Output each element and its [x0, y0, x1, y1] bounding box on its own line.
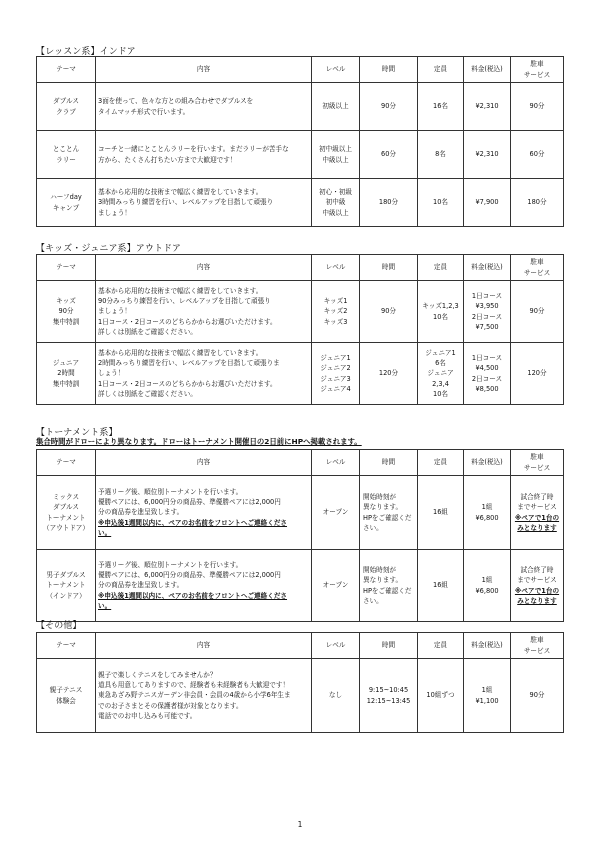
- cell-line: 電話でのお申し込みも可能です。: [98, 711, 197, 720]
- cell-line: 2時間みっちり練習を行い、レベルアップを目指して頑張りま: [98, 359, 280, 368]
- header-parking: [511, 255, 564, 281]
- cell-line: 東急あざみ野テニスガーデン非会員・会員の4歳から小学6年生ま: [98, 691, 291, 700]
- table-row: [37, 131, 564, 179]
- cell-level: [312, 281, 360, 343]
- cell-line: 2日コース: [471, 374, 503, 383]
- header-label: テーマ: [56, 458, 76, 467]
- cell-theme: [37, 659, 96, 733]
- cell-line: 180分: [527, 198, 547, 207]
- cell-line: 初心・初級: [319, 188, 352, 197]
- header-label: 内容: [196, 641, 211, 650]
- cell-theme: [37, 476, 96, 550]
- header-label: 定員: [433, 641, 448, 650]
- cell-line: （インドア）: [46, 591, 86, 600]
- header-label: サービス: [523, 268, 551, 277]
- header-label: 駐車: [530, 60, 544, 69]
- header-label: 定員: [433, 65, 448, 74]
- header-level: [312, 255, 360, 281]
- cell-line: キャンプ: [52, 203, 80, 212]
- header-label: レベル: [325, 263, 346, 272]
- cell-line: ¥3,950: [475, 302, 499, 311]
- cell-line: HPをご確認くだ: [363, 586, 412, 595]
- header-time: [360, 633, 418, 659]
- cell-theme: [37, 550, 96, 622]
- cell-line: ¥7,900: [475, 198, 499, 207]
- cell-line: 異なります。: [363, 503, 403, 512]
- cell-line: 優勝ペアには、6,000円分の商品券、準優勝ペアには2,000円: [98, 498, 281, 507]
- header-label: 時間: [381, 641, 396, 650]
- table-row: [37, 550, 564, 622]
- cell-capacity: [418, 476, 464, 550]
- cell-line: 2日コース: [471, 312, 503, 321]
- tournament-notice: 集合時間がドローにより異なります。ドローはトーナメント開催日の2日前にHPへ掲載されます。: [36, 437, 362, 446]
- cell-fee: [464, 550, 511, 622]
- cell-content: [96, 476, 312, 550]
- cell-line: 初級以上: [322, 102, 349, 111]
- cell-line: 集中特訓: [52, 317, 80, 326]
- cell-line: 基本から応用的な技術まで幅広く練習をしていきます。: [98, 286, 263, 295]
- header-content: [96, 633, 312, 659]
- header-label: 内容: [196, 458, 211, 467]
- cell-level: [312, 550, 360, 622]
- cell-line: 1日コース: [471, 292, 503, 301]
- cell-line: 60分: [529, 150, 545, 159]
- section-title-other: 【その他】: [36, 621, 82, 631]
- cell-line: ※ペアで1台の: [514, 586, 560, 595]
- header-label: サービス: [523, 463, 551, 472]
- header-content: [96, 57, 312, 83]
- cell-line: 1日コース・2日コースのどちらかからお選びいただけます。: [98, 379, 277, 388]
- cell-level: [312, 659, 360, 733]
- cell-line: 90分みっちり練習を行い、レベルアップを目指して頑張り: [98, 297, 271, 306]
- cell-time: [360, 131, 418, 179]
- cell-line: 8名: [435, 150, 446, 159]
- cell-line: ジュニア2: [320, 364, 351, 373]
- cell-fee: [464, 476, 511, 550]
- cell-line: 10名: [433, 198, 448, 207]
- header-parking: [511, 57, 564, 83]
- header-label: 駐車: [530, 258, 544, 267]
- cell-line: HPをご確認くだ: [363, 513, 412, 522]
- header-label: テーマ: [56, 65, 76, 74]
- cell-line: ※申込後1週間以内に、ペアのお名前をフロントへご連絡くださ: [98, 518, 288, 527]
- cell-line: までサービス: [517, 576, 557, 585]
- cell-line: ¥6,800: [475, 513, 499, 522]
- header-label: 定員: [433, 458, 448, 467]
- cell-line: ※ペアで1台の: [514, 513, 560, 522]
- cell-line: 180分: [378, 198, 399, 207]
- cell-line: ジュニア: [427, 369, 454, 378]
- header-fee: [464, 57, 511, 83]
- header-level: [312, 450, 360, 476]
- cell-line: 親子で楽しくテニスをしてみませんか？: [98, 670, 217, 679]
- cell-level: [312, 83, 360, 131]
- cell-line: キッズ2: [323, 307, 348, 316]
- cell-capacity: [418, 131, 464, 179]
- cell-parking: [511, 83, 564, 131]
- cell-line: 90分: [529, 307, 545, 316]
- cell-line: なし: [328, 691, 343, 700]
- header-parking: [511, 633, 564, 659]
- cell-line: キッズ3: [323, 317, 348, 326]
- cell-parking: [511, 343, 564, 405]
- cell-line: オープン: [322, 508, 349, 517]
- cell-line: ※申込後1週間以内に、ペアのお名前をフロントへご連絡くださ: [98, 591, 288, 600]
- cell-line: 16組: [433, 508, 448, 517]
- cell-level: [312, 131, 360, 179]
- cell-line: キッズ1,2,3: [422, 302, 459, 311]
- header-label: 料金(税込): [471, 65, 503, 74]
- cell-line: コーチと一緒にとことんラリーを行います。まだラリーが苦手な: [98, 145, 289, 154]
- cell-line: ラリー: [56, 155, 76, 164]
- cell-line: 90分: [529, 102, 545, 111]
- cell-line: トーナメント: [46, 581, 86, 590]
- cell-line: とことん: [52, 145, 80, 154]
- header-label: 駐車: [530, 453, 544, 462]
- cell-parking: [511, 476, 564, 550]
- header-label: 時間: [381, 65, 396, 74]
- cell-line: 中級以上: [322, 155, 349, 164]
- cell-line: ミックス: [52, 493, 80, 502]
- cell-line: ダブルス: [53, 503, 79, 512]
- cell-line: 基本から応用的な技術まで幅広く練習をしていきます。: [98, 188, 263, 197]
- header-label: 内容: [196, 65, 211, 74]
- header-level: [312, 57, 360, 83]
- cell-line: 12:15~13:45: [366, 696, 411, 705]
- cell-line: 予選リーグ後、順位別トーナメントを行います。: [98, 487, 243, 496]
- cell-level: [312, 476, 360, 550]
- cell-line: みとなります: [517, 596, 557, 605]
- cell-capacity: [418, 343, 464, 405]
- header-capacity: [418, 450, 464, 476]
- cell-time: [360, 343, 418, 405]
- cell-line: でのお子さまとその保護者様が対象となります。: [98, 701, 243, 710]
- cell-line: ¥8,500: [475, 384, 499, 393]
- table-row: [37, 343, 564, 405]
- cell-line: （アウトドア）: [43, 523, 89, 532]
- section-title-lessons: 【レッスン系】インドア: [36, 47, 136, 57]
- cell-line: ジュニア3: [320, 374, 351, 383]
- cell-line: 90分: [381, 102, 396, 111]
- table-header-row: [37, 450, 564, 476]
- cell-content: [96, 83, 312, 131]
- header-label: 料金(税込): [471, 263, 503, 272]
- cell-content: [96, 550, 312, 622]
- cell-line: 方から、たくさん打ちたい方まで大歓迎です！: [98, 155, 237, 164]
- cell-theme: [37, 343, 96, 405]
- cell-fee: [464, 659, 511, 733]
- cell-line: 1組: [481, 576, 493, 585]
- header-content: [96, 450, 312, 476]
- cell-time: [360, 476, 418, 550]
- page-number: 1: [297, 820, 303, 829]
- cell-theme: [37, 281, 96, 343]
- table-header-row: [37, 633, 564, 659]
- cell-line: ジュニア: [52, 359, 80, 368]
- cell-line: 1日コース・2日コースのどちらかからお選びいただけます。: [98, 317, 277, 326]
- header-time: [360, 255, 418, 281]
- cell-line: ¥2,310: [475, 150, 499, 159]
- header-label: テーマ: [56, 263, 76, 272]
- cell-parking: [511, 179, 564, 227]
- cell-content: [96, 131, 312, 179]
- cell-fee: [464, 343, 511, 405]
- cell-line: ¥4,500: [475, 364, 499, 373]
- cell-line: 試合終了時: [520, 493, 554, 502]
- cell-line: 試合終了時: [520, 566, 554, 575]
- cell-theme: [37, 131, 96, 179]
- cell-capacity: [418, 179, 464, 227]
- table-row: [37, 179, 564, 227]
- cell-theme: [37, 179, 96, 227]
- cell-fee: [464, 83, 511, 131]
- cell-line: キッズ: [56, 297, 76, 306]
- cell-line: みとなります: [517, 523, 557, 532]
- cell-theme: [37, 83, 96, 131]
- header-label: テーマ: [56, 641, 76, 650]
- header-label: 料金(税込): [471, 641, 503, 650]
- cell-line: 道具も用意してありますので、経験者も未経験者も大歓迎です！: [98, 681, 290, 690]
- cell-line: 基本から応用的な技術まで幅広く練習をしていきます。: [98, 348, 263, 357]
- cell-line: 集中特訓: [52, 379, 80, 388]
- header-capacity: [418, 57, 464, 83]
- cell-line: 初中級以上: [319, 145, 352, 154]
- cell-line: までサービス: [517, 503, 557, 512]
- cell-line: ましょう！: [98, 208, 131, 217]
- cell-line: 9:15~10:45: [368, 686, 409, 695]
- cell-time: [360, 179, 418, 227]
- header-time: [360, 450, 418, 476]
- cell-capacity: [418, 659, 464, 733]
- cell-line: 10名: [433, 389, 448, 398]
- cell-line: さい。: [363, 523, 383, 532]
- table-header-row: [37, 255, 564, 281]
- cell-line: 詳しくは別紙をご確認ください。: [98, 389, 197, 398]
- table-header-row: [37, 57, 564, 83]
- cell-line: 2時間: [57, 369, 75, 378]
- header-label: レベル: [325, 65, 346, 74]
- cell-line: ダブルス: [53, 97, 79, 106]
- cell-line: 分の商品券を進呈致します。: [98, 508, 184, 517]
- cell-line: タイムマッチ形式で行います。: [98, 107, 190, 116]
- cell-content: [96, 659, 312, 733]
- other-table: [36, 632, 564, 733]
- cell-parking: [511, 659, 564, 733]
- cell-capacity: [418, 550, 464, 622]
- cell-parking: [511, 550, 564, 622]
- cell-line: しょう！: [98, 369, 125, 378]
- cell-content: [96, 179, 312, 227]
- lessons-table: [36, 56, 564, 227]
- cell-line: 2,3,4: [432, 379, 449, 388]
- header-fee: [464, 450, 511, 476]
- header-fee: [464, 633, 511, 659]
- cell-line: ハーフday: [50, 193, 82, 202]
- cell-line: 分の商品券を進呈致します。: [98, 581, 184, 590]
- cell-capacity: [418, 83, 464, 131]
- cell-line: 6名: [435, 359, 446, 368]
- cell-time: [360, 550, 418, 622]
- cell-fee: [464, 131, 511, 179]
- cell-level: [312, 343, 360, 405]
- header-label: 料金(税込): [471, 458, 503, 467]
- cell-capacity: [418, 281, 464, 343]
- tournament-table: [36, 449, 564, 622]
- cell-fee: [464, 179, 511, 227]
- header-level: [312, 633, 360, 659]
- header-label: サービス: [523, 646, 551, 655]
- header-label: 時間: [381, 263, 396, 272]
- cell-line: 10名: [433, 312, 448, 321]
- cell-line: 予選リーグ後、順位別トーナメントを行います。: [98, 560, 243, 569]
- kids-junior-table: [36, 254, 564, 405]
- cell-time: [360, 659, 418, 733]
- table-row: [37, 281, 564, 343]
- header-fee: [464, 255, 511, 281]
- cell-line: ¥6,800: [475, 586, 499, 595]
- cell-line: オープン: [322, 581, 349, 590]
- header-theme: [37, 255, 96, 281]
- cell-line: い。: [98, 601, 112, 610]
- header-label: 内容: [196, 263, 211, 272]
- cell-line: 開始時刻が: [363, 493, 396, 502]
- table-row: [37, 659, 564, 733]
- table-row: [37, 476, 564, 550]
- header-content: [96, 255, 312, 281]
- cell-line: クラブ: [56, 107, 76, 116]
- header-time: [360, 57, 418, 83]
- header-label: 駐車: [530, 636, 544, 645]
- cell-line: 90分: [381, 307, 396, 316]
- cell-line: 体験会: [56, 696, 76, 705]
- cell-line: 90分: [529, 691, 545, 700]
- header-parking: [511, 450, 564, 476]
- cell-line: キッズ1: [323, 297, 348, 306]
- cell-line: 1組: [481, 503, 493, 512]
- cell-line: 120分: [527, 369, 547, 378]
- header-capacity: [418, 633, 464, 659]
- cell-line: 異なります。: [363, 576, 403, 585]
- section-title-kids-junior: 【キッズ・ジュニア系】アウトドア: [36, 244, 181, 254]
- cell-line: 親子テニス: [49, 686, 83, 695]
- cell-line: さい。: [363, 596, 383, 605]
- section-title-tournament: 【トーナメント系】: [36, 428, 118, 438]
- cell-line: 120分: [378, 369, 399, 378]
- cell-line: ジュニア1: [320, 354, 351, 363]
- header-theme: [37, 633, 96, 659]
- header-label: 定員: [433, 263, 448, 272]
- header-theme: [37, 57, 96, 83]
- cell-line: トーナメント: [46, 513, 86, 522]
- cell-line: 1日コース: [471, 354, 503, 363]
- cell-line: ¥1,100: [475, 696, 499, 705]
- cell-line: 10組ずつ: [426, 691, 455, 700]
- cell-line: 優勝ペアには、6,000円分の商品券、準優勝ペアには2,000円: [98, 571, 281, 580]
- cell-line: 初中級: [325, 198, 346, 207]
- header-capacity: [418, 255, 464, 281]
- cell-line: 1組: [481, 686, 493, 695]
- cell-content: [96, 281, 312, 343]
- cell-line: い。: [98, 528, 112, 537]
- cell-line: 詳しくは別紙をご確認ください。: [98, 327, 197, 336]
- cell-line: 中級以上: [322, 208, 349, 217]
- cell-time: [360, 83, 418, 131]
- cell-line: ¥7,500: [475, 322, 499, 331]
- cell-fee: [464, 281, 511, 343]
- cell-line: 男子ダブルス: [46, 571, 86, 580]
- table-row: [37, 83, 564, 131]
- cell-parking: [511, 281, 564, 343]
- header-label: 時間: [381, 458, 396, 467]
- cell-line: ジュニア4: [320, 384, 351, 393]
- cell-line: 開始時刻が: [363, 566, 396, 575]
- cell-parking: [511, 131, 564, 179]
- header-label: レベル: [325, 641, 346, 650]
- cell-line: 16組: [433, 581, 448, 590]
- header-theme: [37, 450, 96, 476]
- cell-line: 3時間みっちり練習を行い、レベルアップを目指して頑張り: [98, 198, 274, 207]
- cell-level: [312, 179, 360, 227]
- cell-line: 3面を使って、色々な方との組み合わせでダブルスを: [98, 97, 254, 106]
- cell-line: ましょう！: [98, 307, 131, 316]
- cell-line: 16名: [433, 102, 448, 111]
- cell-line: 60分: [381, 150, 396, 159]
- header-label: レベル: [325, 458, 346, 467]
- cell-content: [96, 343, 312, 405]
- cell-line: 90分: [58, 307, 74, 316]
- cell-line: ¥2,310: [475, 102, 499, 111]
- cell-time: [360, 281, 418, 343]
- header-label: サービス: [523, 70, 551, 79]
- cell-line: ジュニア1: [425, 348, 456, 357]
